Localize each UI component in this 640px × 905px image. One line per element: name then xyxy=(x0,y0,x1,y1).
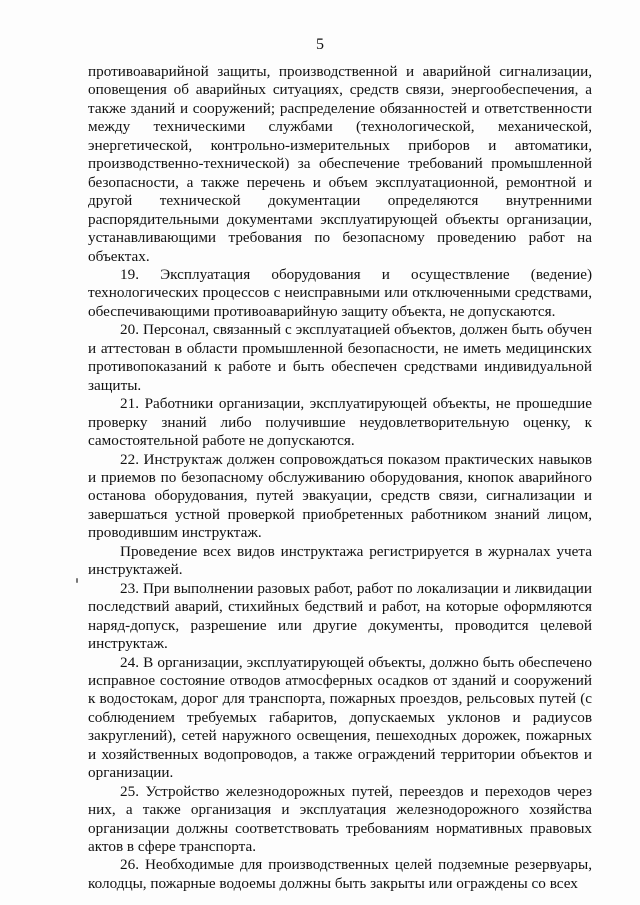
paragraph-22: 22. Инструктаж должен сопровождаться показом практических навыков и приемов по безопасному обслуживанию оборудования, кнопок аварийного останова оборудования, путей эвакуации, средств связи, сигнализации и завершаться устной проверкой приобретенных работником знаний лицом, проводившим инструктаж. xyxy=(88,450,592,542)
paragraph-continuation: противоаварийной защиты, производственной и аварийной сигнализации, оповещения об аварийных ситуациях, средств связи, энергообеспечения, а также зданий и сооружений; распределение обязанностей и ответственности между техническими службами (технологической, механической, энергетической, контрольно-измерительных приборов и автоматики, производственно-технической) за обеспечение требований промышленной безопасности, а также перечень и объем эксплуатационной, ремонтной и другой технической документации определяются внутренними распорядительными документами эксплуатирующей объекты организации, устанавливающими требования по безопасному проведению работ на объектах. xyxy=(88,63,592,265)
document-body xyxy=(88,63,592,893)
paragraph-21: 21. Работники организации, эксплуатирующей объекты, не прошедшие проверку знаний либо получившие неудовлетворительную оценку, к самостоятельной работе не допускаются. xyxy=(88,395,592,450)
page-number: 5 xyxy=(316,36,324,53)
paragraph-24: 24. В организации, эксплуатирующей объекты, должно быть обеспечено исправное состояние отводов атмосферных осадков от зданий и сооружений к водостокам, дорог для транспорта, пожарных проездов, рельсовых путей (с соблюдением требуемых габаритов, допускаемых уклонов и радиусов закруглений), сетей наружного освещения, пешеходных дорожек, пожарных и хозяйственных водопроводов, а также ограждений территории объектов и организации. xyxy=(88,653,592,782)
scan-speck xyxy=(76,578,78,583)
paragraph-25: 25. Устройство железнодорожных путей, переездов и переходов через них, а также организация и эксплуатация железнодорожного хозяйства организации должны соответствовать требованиям нормативных правовых актов в сфере транспорта. xyxy=(88,782,592,856)
paragraph-19: 19. Эксплуатация оборудования и осуществление (ведение) технологических процессов с неисправными или отключенными средствами, обеспечивающими противоаварийную защиту объекта, не допускаются. xyxy=(88,265,592,320)
paragraph-22-note: Проведение всех видов инструктажа регистрируется в журналах учета инструктажей. xyxy=(88,542,592,579)
paragraph-26: 26. Необходимые для производственных целей подземные резервуары, колодцы, пожарные водоемы должны быть закрыты или ограждены со всех xyxy=(88,856,592,892)
paragraph-20: 20. Персонал, связанный с эксплуатацией объектов, должен быть обучен и аттестован в области промышленной безопасности, не иметь медицинских противопоказаний к работе и быть обеспечен средствами индивидуальной защиты. xyxy=(88,321,592,394)
paragraph-23: 23. При выполнении разовых работ, работ по локализации и ликвидации последствий аварий, стихийных бедствий и работ, на которые оформляются наряд-допуск, разрешение или другие документы, проводится целевой инструктаж. xyxy=(88,579,592,653)
